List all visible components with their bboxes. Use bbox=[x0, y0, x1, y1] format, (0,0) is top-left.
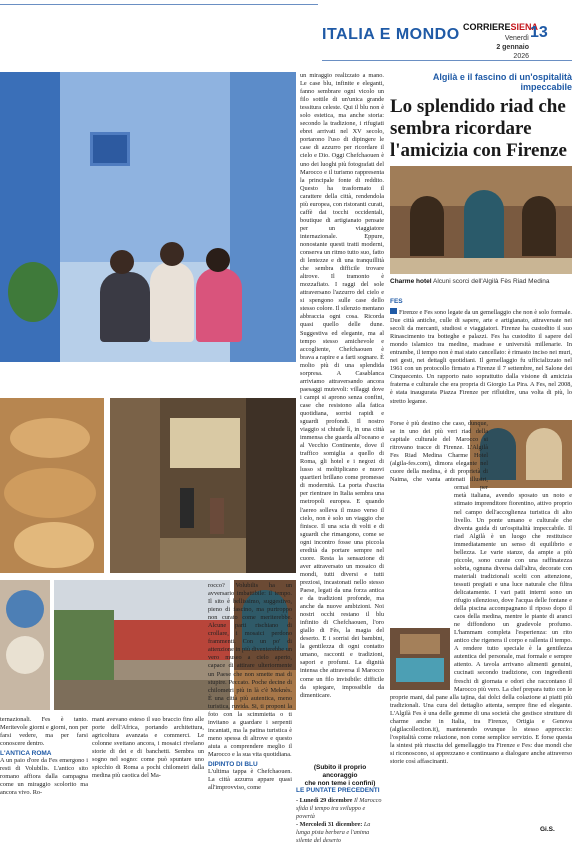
text-col-mid-p: un miraggio realizzato a mano. Le case blu, infinite e eleganti, fanno sembrare ogni vicolo un filo sottile di un'unica grande tessitura celeste. Qui il blu non è solo estetica, ma anche storia: secondo la tradizione, i rifugiati ebrei arrivati nel XV secolo, portarono l'uso di dipingere le case di azzurro per ricordare il cielo e Dio. Oggi Chefchaouen è uno dei luoghi più fotografati del Marocco e il turismo rappresenta la principale fonte di reddito. Questo ha trasformato il carattere della città, rendendola più europea, con ristoranti curati, caffè dai tocchi occidentali, boutique di artigianato pensate per un viaggiatore internazionale. Eppure, nonostante questi tratti moderni, conserva un ritmo tutto suo, fatto di lentezze e di una tranquillità che sembra difficile trovare altrove. Il tramonto è mozzafiato. I raggi del sole attraversano l'azzurro del cielo e si spengono sulle case dello stesso colore. Il silenzio mentano abbraccia ogni cosa. Ricorda quasi quello delle dune. Suggestiva ed elegante, ma al tempo stesso amichevole e accogliente, Chefchaouen è brava a rapire e a farti sognare. È molto più di una splendida sorpresa. A Casablanca arriviamo attraversando ancora paesaggi mutevoli: villaggi dove i campi si aprono senza confini, case che resistono alla fatica quotidiana, sorrisi rapidi e sguardi profondi. Il nostro viaggio si chiude lì, in una città immensa che guarda all'oceano e al Vecchio Continente, dove il traffico somiglia a quello di Roma, gli hotel e i negozi di lusso si moltiplicano e nuovi quartieri brillano come promesse di modernità. La porta d'uscita per rientrare in Italia sembra una metropoli europea. E quando l'aereo solleva il muso verso il cielo, non è solo un viaggio che finisce. Il una scia di volti e di sguardi che rimangono, come se ogni incontro fosse una piccola eredità da portare sempre nel cuore. Resta la sensazione di aver attraversato un mosaico di mondi, tutti diversi e tutti preziosi, incastonati nello stesso Paese, legati da una forza antica e da tradizioni profonde, ma anche da nuove ambizioni. Noi nostri occhi restano il blu infinito di Chefchaouen, l'oro giallo di Fès, la magia del deserto. E i sorrisi dei bambini, la gentilezza di ogni contatto umano, racconti e tradizioni, sapori e profumi. La dignità intensa che attraversa il Marocco come un filo invisibile: difficile da spiegare, impossibile da dimenticare. bbox=[300, 72, 384, 699]
page-number: 13 bbox=[530, 24, 548, 41]
text-col-right-top bbox=[390, 308, 572, 418]
text-col-b2 bbox=[208, 582, 292, 836]
float-spacer-detail bbox=[488, 420, 572, 490]
lead-square-icon bbox=[390, 308, 397, 314]
episode-2 bbox=[296, 821, 384, 845]
series-note-b: che non teme i confini) bbox=[304, 780, 376, 787]
issue-year: 2026 bbox=[513, 53, 529, 60]
previous-episodes-heading: LE PUNTATE PRECEDENTI bbox=[296, 787, 380, 794]
text-col-b1 bbox=[92, 716, 204, 836]
previous-episodes-list bbox=[296, 797, 384, 845]
caption-text: Alcuni scorci dell'Algilà Fès Riad Medina bbox=[433, 278, 550, 285]
text-col-b2-p2: L'ultima tappa è Chefchaouen. La città azzurra appare quasi all'improvviso, come bbox=[208, 768, 292, 792]
newspaper-logo bbox=[463, 22, 538, 32]
subhead-antica-roma: L'ANTICA ROMA bbox=[0, 750, 52, 758]
text-col-left-p1: ternazionali. Fes è tanto. Meritevole giorni e giorni, non per farsi vedere, ma per farsi conoscere dentro. bbox=[0, 716, 88, 748]
logo-city: SIENA bbox=[510, 22, 539, 32]
episode-2-title: La lunga pista berbera e l'anima silente del deserto bbox=[296, 821, 371, 844]
text-col-mid bbox=[300, 72, 384, 762]
text-col-right-main bbox=[390, 420, 572, 824]
fes-tag: FES bbox=[390, 298, 403, 305]
photo-caption bbox=[390, 278, 572, 285]
text-col-left-p2: A un paio d'ore da Fes emergono i resti di Volubilis. L'antico sito romano affiora dalla campagna come un miraggio scolorito ma ancora vivo. Ro- bbox=[0, 757, 88, 797]
article-kicker: Algilà e il fascino di un'ospitalità impeccabile bbox=[432, 72, 572, 92]
series-note-a: (Subito il proprio ancoraggio bbox=[313, 764, 367, 779]
episode-1-title: Il Marocco sfida il tempo tra sviluppo e povertà bbox=[296, 797, 382, 820]
caption-bold: Charme hotel bbox=[390, 278, 432, 285]
issue-date bbox=[489, 34, 529, 61]
subhead-dipinto-di-blu: DIPINTO DI BLU bbox=[208, 761, 258, 769]
episode-1-date: - Lunedì 29 dicembre bbox=[296, 797, 353, 804]
header-rule bbox=[0, 4, 318, 5]
photo-pottery bbox=[0, 580, 50, 710]
photo-street-shops bbox=[54, 580, 230, 710]
photo-bread-market bbox=[0, 398, 104, 573]
text-col-right-p1 bbox=[390, 308, 572, 406]
author-signature: Gi.S. bbox=[540, 826, 555, 833]
text-col-left bbox=[0, 716, 88, 836]
photo-chefchaouen-children bbox=[0, 72, 296, 362]
text-col-b1-p: mani avevano esteso il suo braccio fino alle porte dell'Africa, portando architettura, agricoltura avanzata e commerci. Le colonne svettano ancora, i mosaici rivelano storie di dei e di banchetti. Sembra un sogno nel sogno: come può spuntare uno spicchio di Roma a pochi chilometri dalla medina più caotica del Ma- bbox=[92, 716, 204, 780]
episode-2-date: - Mercoledì 31 dicembre: bbox=[296, 821, 363, 828]
photo-medina-alley bbox=[110, 398, 296, 573]
issue-day: Venerdì bbox=[504, 35, 529, 42]
float-spacer-pool bbox=[390, 628, 454, 692]
logo-main: CORRIERE bbox=[463, 22, 511, 32]
episode-1 bbox=[296, 797, 384, 821]
series-note bbox=[296, 764, 384, 788]
text-col-b2-p1: rocco? Volubilis ha un avversario imbattibile: il tempo. Il sito è bellissimo, suggestivo, pieno di fascino, ma purtroppo non curato come meriterebbe. Alcune parti rischiano di crollare, i mosaici perdono frammenti. Con un po' di attenzione in più diventerebbe un vero museo a cielo aperto, capace di attirare ulteriormente un Paese che non smette mai di stupire. Peccato. Poche decine di chilometri più in là c'è Meknès. È una città più autentica, meno turistica, ruvida. Si, ti proponi la foto con la scimmietta o ti invitano a guardare i serpenti incantati, ma la patina turistica è meno spessa di altrove e questo aiuta a comprendere meglio il Marocco e la sua vita quotidiana. bbox=[208, 582, 292, 758]
article-title: Lo splendido riad che sembra ricordare l'amicizia con Firenze bbox=[390, 96, 567, 161]
text-col-right-p2: Forse è più destino che caso, dunque, se in uno dei più veri riad della capitale culturale del Marocco si ritrovano tracce di Firenze. L'Algilà Fes Riad Medina Charme Hotel (algila-fes.com), dimora elegante nel cuore della medina, è di proprietà di Naima, che vanta antenati illustri, ormai per metà italiana, avendo sposato un noto e stimato imprenditore fiorentino, attivo proprio nel campo dell'accoglienza turistica di alto livello. Un ponte umano e culturale che diventa guida di un'ospitalità impeccabile. Il riad Algilà è un luogo che restituisce immediatamente un senso di equilibrio e bellezza. Le varie stanze, da ampie a più piccole, sono curate con una raffinatezza sobria, ognuna diversa dall'altra, decorate con materiali tradizionali scelti con attenzione, tessuti pregiati e una luce naturale che filtra delicatamente. I vari patii interni sono un rifugio silenzioso, dove l'acqua delle fontane e della piscina accompagnano il riposo dopo il caos della medina, mentre le piante di aranci ne diffondono un gradevole profumo. L'hammam completa l'esperienza: un rito antico che rigenera il corpo e rallenta il tempo. A rendere tutto speciale è la gentilezza autentica del personale, mai formale e sempre attento. A tavola arrivano alimenti genuini, cucinati secondo tradizione, con ingredienti freschi di giornata e odori che raccontano il Marocco più vero. La chef prepara tutto con le proprie mani, dal pane alla tajina, dai dolci della colazione ai piatti più tradizionali. Una cura del dettaglio attenta, sempre fine ed elegante. L'Algilà Fes è una delle gemme di una società che gestisce strutture di charme anche in Italia, tra Firenze, Ortigia e Genova (algilacollection.it), mantenendo ovunque lo stesso approccio: l'ospitalità come relazione, non come semplice servizio. E forse questa la sintesi più riuscita del gemellaggio tra Firenze e Fes: due mondi che si riconoscono, si apprezzano e continuano a dialogare anche attraverso storie così affascinanti. bbox=[390, 420, 572, 765]
photo-riad-interior bbox=[390, 166, 572, 274]
header-rule-right bbox=[322, 60, 572, 61]
text-col-right-p1-text: Firenze e Fes sono legate da un gemellaggio che non è solo formale. Due città antiche, culle di sapere, arte e artigianato, attraversate nei secoli da mercanti, studiosi e viaggiatori. Firenze ha custodito il suo Rinascimento tra botteghe e palazzi. Fes ha custodito il sapere del mondo islamico tra medine, madrase e università millenarie. In entrambe, il tempo non è mai stato cancellato: è rimasto inciso nei muri, nei gesti, nei dettagli quotidiani. Il gemellaggio fu ufficializzato nel 1961 con un protocollo firmato a Firenze il 7 settembre, nel Salone dei Cinquecento. Un rapporto nato soprattutto dalla visione di amicizia fraterna e culturale che era propria di Giorgio La Pira. A Fes, nel 2008, è stata inaugurata Piazza Firenze per rifluidire, una volta di più, lo stretto legame. bbox=[390, 309, 572, 405]
section-title: ITALIA E MONDO bbox=[322, 26, 460, 43]
issue-date-day: 2 gennaio bbox=[496, 44, 529, 51]
